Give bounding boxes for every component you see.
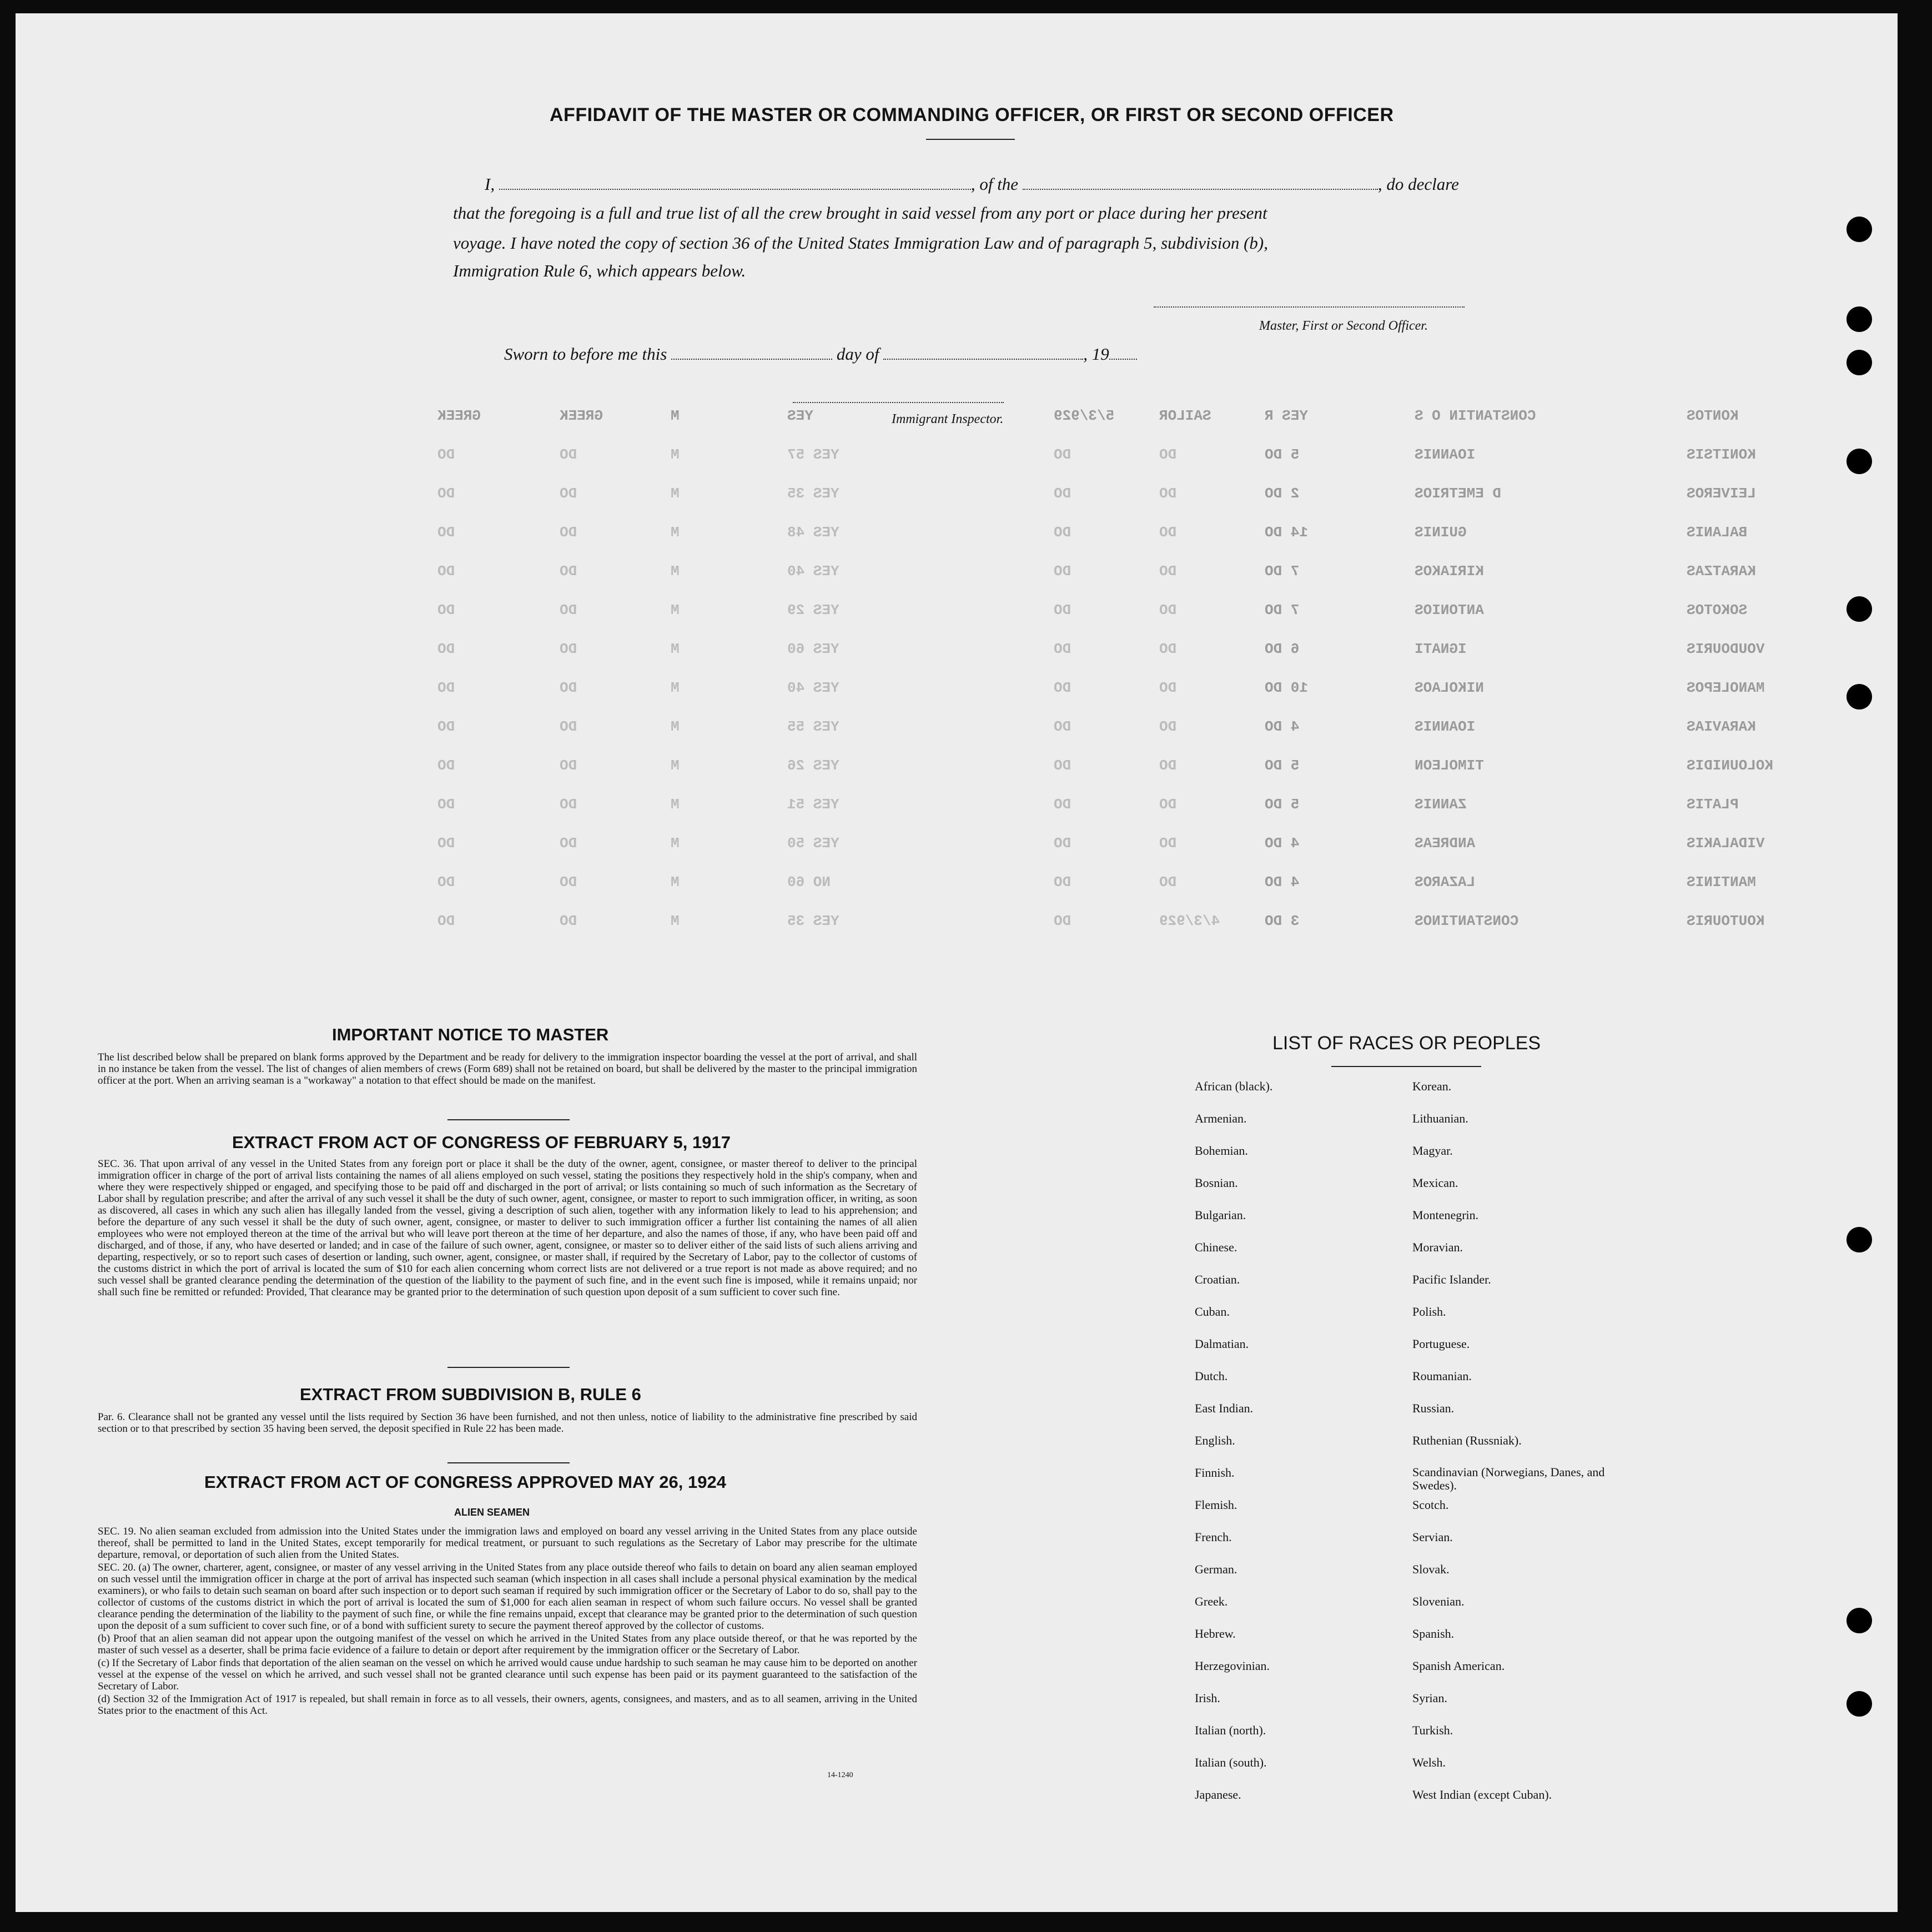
binder-hole xyxy=(1847,1608,1872,1633)
races-title: LIST OF RACES OR PEOPLES xyxy=(1272,1033,1541,1054)
bleed-through-cell: DO xyxy=(1054,563,1071,580)
race-item: West Indian (except Cuban). xyxy=(1412,1788,1552,1802)
bleed-through-cell: DO xyxy=(1159,835,1177,852)
bleed-through-cell: DO xyxy=(437,524,455,541)
bleed-through-cell: DO xyxy=(1159,757,1177,774)
race-item: German. xyxy=(1195,1562,1237,1576)
race-item: Moravian. xyxy=(1412,1240,1463,1254)
bleed-through-cell: 4 DO xyxy=(1265,835,1300,852)
affidavit-title: AFFIDAVIT OF THE MASTER OR COMMANDING OFFICER, OR FIRST OR SECOND OFFICER xyxy=(550,104,1394,125)
race-item: Dutch. xyxy=(1195,1369,1228,1383)
bleed-through-cell: KOUTOURIS xyxy=(1687,913,1765,929)
inspector-caption: Immigrant Inspector. xyxy=(892,412,1004,426)
bleed-through-cell: DO xyxy=(1159,485,1177,502)
bleed-through-cell: BALANIS xyxy=(1687,524,1748,541)
extract-rule6-title: EXTRACT FROM SUBDIVISION B, RULE 6 xyxy=(300,1385,641,1404)
race-item: Japanese. xyxy=(1195,1788,1241,1802)
race-item: Italian (south). xyxy=(1195,1755,1267,1769)
bleed-through-cell: M xyxy=(671,680,680,696)
divider-1917 xyxy=(447,1119,570,1120)
title-underline xyxy=(926,139,1015,140)
bleed-through-cell: M xyxy=(671,757,680,774)
bleed-through-cell: IOANNIS xyxy=(1415,446,1476,463)
race-item: Slovenian. xyxy=(1412,1594,1465,1608)
bleed-through-cell: NO 60 xyxy=(787,874,831,890)
bleed-through-cell: KARAVIAS xyxy=(1687,718,1756,735)
bleed-through-cell: IGNATI xyxy=(1415,641,1467,657)
sworn-year: , 19 xyxy=(1083,344,1109,364)
race-item: Servian. xyxy=(1412,1530,1453,1544)
bleed-through-cell: DO xyxy=(1159,602,1177,618)
binder-hole xyxy=(1847,1691,1872,1717)
race-item: Turkish. xyxy=(1412,1723,1453,1737)
bleed-through-cell: KOLOUNIDIS xyxy=(1687,757,1774,774)
bleed-through-cell: M xyxy=(671,602,680,618)
bleed-through-cell: ANTONIOS xyxy=(1415,602,1484,618)
bleed-through-cell: DO xyxy=(437,563,455,580)
bleed-through-cell: DO xyxy=(560,485,577,502)
bleed-through-cell: 4/3/929 xyxy=(1159,913,1220,929)
bleed-through-cell: VOUDOURIS xyxy=(1687,641,1765,657)
bleed-through-cell: DO xyxy=(437,757,455,774)
bleed-through-cell: CONSTANTINOS xyxy=(1415,913,1519,929)
bleed-through-cell: DO xyxy=(560,602,577,618)
bleed-through-cell: LAZAROS xyxy=(1415,874,1476,890)
sworn-prefix: Sworn to before me this xyxy=(504,344,667,364)
bleed-through-cell: 10 DO xyxy=(1265,680,1309,696)
race-item: Scandinavian (Norwegians, Danes, and Swedes). xyxy=(1412,1465,1605,1492)
race-item: Slovak. xyxy=(1412,1562,1450,1576)
bleed-through-cell: YES 51 xyxy=(787,796,839,813)
bleed-through-cell: ZANNIS xyxy=(1415,796,1467,813)
notice-body: The list described below shall be prepared on blank forms approved by the Department and be ready for delivery to the immigration inspector boarding the vessel at the port of arrival, and shall in no instance be taken from the vessel. The list of changes of alien members of crews (Form 689) shall not be retained on board, but shall be delivered by the master to the principal immigration officer at the port. When an arriving seaman is a "workaway" a notation to that effect should be made on the manifest. xyxy=(98,1051,917,1086)
declaration-do-declare: , do declare xyxy=(1377,174,1459,194)
bleed-through-cell: MANTINIS xyxy=(1687,874,1756,890)
bleed-through-cell: DO xyxy=(437,446,455,463)
race-item: Armenian. xyxy=(1195,1111,1247,1125)
bleed-through-cell: M xyxy=(671,524,680,541)
declaration-of-the: , of the xyxy=(970,174,1019,194)
bleed-through-cell: DO xyxy=(437,485,455,502)
bleed-through-cell: D EMETRIOS xyxy=(1415,485,1502,502)
bleed-through-cell: 5 DO xyxy=(1265,446,1300,463)
bleed-through-cell: KARATZAS xyxy=(1687,563,1756,580)
bleed-through-cell: M xyxy=(671,874,680,890)
bleed-through-cell: DO xyxy=(1159,796,1177,813)
sec-20d: (d) Section 32 of the Immigration Act of 1917 is repealed, but shall remain in force as to all vessels, their owners, agents, consignees, and masters, and as to all seamen, arriving in the United States prior to the enactment of this Act. xyxy=(98,1693,917,1717)
bleed-through-cell: DO xyxy=(437,641,455,657)
bleed-through-cell: DO xyxy=(560,835,577,852)
sworn-line xyxy=(504,341,1137,368)
race-item: Korean. xyxy=(1412,1079,1452,1093)
extract-1924-title: EXTRACT FROM ACT OF CONGRESS APPROVED MAY 26, 1924 xyxy=(204,1472,726,1492)
bleed-through-cell: M xyxy=(671,835,680,852)
race-item: Magyar. xyxy=(1412,1144,1453,1158)
race-item: Chinese. xyxy=(1195,1240,1237,1254)
race-item: Italian (north). xyxy=(1195,1723,1266,1737)
bleed-through-cell: DO xyxy=(437,913,455,929)
binder-hole xyxy=(1847,596,1872,622)
bleed-through-cell: DO xyxy=(560,796,577,813)
binder-hole xyxy=(1847,684,1872,710)
race-item: African (black). xyxy=(1195,1079,1273,1093)
extract-1924-body xyxy=(98,1526,917,1718)
race-item: Bosnian. xyxy=(1195,1176,1238,1190)
bleed-through-cell: YES 26 xyxy=(787,757,839,774)
bleed-through-cell: SOKOTOS xyxy=(1687,602,1748,618)
sworn-day-of: day of xyxy=(836,344,879,364)
extract-1917-body: SEC. 36. That upon arrival of any vessel in the United States from any foreign port or place it shall be the duty of the owner, agent, consignee, or master thereof to deliver to the principal immigration officer in charge of the port of arrival lists containing the names of all aliens employed on such vessel, stating the positions they respectively hold in the ship's company, when and where they were respectively shipped or engaged, and specifying those to be paid off and discharged in the port of arrival; or lists containing so much of such information as the Secretary of Labor shall by regulation prescribe; and after the arrival of any such vessel it shall be the duty of such owner, agent, consignee, or master to report to such immigration officer, in writing, as soon as discovered, all cases in which any such alien has illegally landed from the vessel, giving a description of such alien, together with any information likely to lead to his apprehension; and before the departure of any such vessel it shall be the duty of such owner, agent, consignee, or master to deliver to such immigration officer a further list containing the names of all alien employees who were not employed thereon at the time of the arrival but who will leave port thereon at the time of her departure, and also the names of those, if any, who have been paid off and discharged, and of those, if any, who have deserted or landed; and in case of the failure of such owner, agent, consignee, or master so to deliver either of the said lists of such aliens arriving and departing, respectively, or so to report such cases of desertion or landing, such owner, agent, consignee, or master shall, if required by the Secretary of Labor, pay to the collector of customs of the customs district in which the port of arrival is located the sum of $10 for each alien concerning whom correct lists are not delivered or a true report is not made as above required; and no such vessel shall be granted clearance pending the determination of the question of the liability to the payment of such fine, and in the event such fine is imposed, while it remains unpaid; nor shall such fine be remitted or refunded: Provided, That clearance may be granted prior to the determination of such question upon deposit of a sum sufficient to cover such fine. xyxy=(98,1158,917,1298)
sec-20a: SEC. 20. (a) The owner, charterer, agent, consignee, or master of any vessel arriving in the United States from any place outside thereof who fails to detain on board any alien seaman employed on such vessel until the immigration officer in charge at the port of arrival has inspected such seaman (which inspection in all cases shall include a personal physical examination by the medical examiners), or who fails to detain such seaman on board after such inspection or to deport such seaman if required by such immigration officer or the Secretary of Labor to do so, shall pay to the collector of customs of the customs district in which the port of arrival is located the sum of $1,000 for each alien seaman in respect of whom such failure occurs. No vessel shall be granted clearance pending the determination of the liability to the payment of such fine, or while the fine remains unpaid, except that clearance may be granted prior to the determination of such question upon the deposit of a sum sufficient to cover such fine, or of a bond with sufficient surety to secure the payment thereof approved by the collector of customs. xyxy=(98,1562,917,1632)
bleed-through-cell: DO xyxy=(437,680,455,696)
bleed-through-cell: YES 48 xyxy=(787,524,839,541)
race-item: Syrian. xyxy=(1412,1691,1447,1705)
bleed-through-cell: DO xyxy=(1159,680,1177,696)
bleed-through-cell: 5/3/929 xyxy=(1054,407,1115,424)
sec-20c: (c) If the Secretary of Labor finds that deportation of the alien seaman on the vessel on which he arrived would cause undue hardship to such seaman he may cause him to be deported on another vessel at the expense of the vessel on which he arrived, and such vessel shall not be granted clearance until such expense has been paid or its payment guaranteed to the satisfaction of the Secretary of Labor. xyxy=(98,1657,917,1692)
bleed-through-cell: DO xyxy=(560,757,577,774)
bleed-through-cell: DO xyxy=(1159,874,1177,890)
extract-1917-title: EXTRACT FROM ACT OF CONGRESS OF FEBRUARY 5, 1917 xyxy=(232,1133,731,1152)
bleed-through-cell: DO xyxy=(1159,563,1177,580)
bleed-through-cell: DO xyxy=(1054,641,1071,657)
bleed-through-cell: DO xyxy=(1054,524,1071,541)
bleed-through-cell: YES 29 xyxy=(787,602,839,618)
bleed-through-cell: MANOLEPOS xyxy=(1687,680,1765,696)
bleed-through-cell: YES R xyxy=(1265,407,1309,424)
race-item: Polish. xyxy=(1412,1305,1446,1319)
race-item: Lithuanian. xyxy=(1412,1111,1468,1125)
bleed-through-cell: DO xyxy=(1159,524,1177,541)
race-item: Bulgarian. xyxy=(1195,1208,1246,1222)
bleed-through-cell: DO xyxy=(1159,446,1177,463)
race-item: Flemish. xyxy=(1195,1498,1237,1512)
bleed-through-cell: DO xyxy=(1054,602,1071,618)
bleed-through-cell: M xyxy=(671,485,680,502)
bleed-through-cell: DO xyxy=(1054,718,1071,735)
extract-rule6-body: Par. 6. Clearance shall not be granted any vessel until the lists required by Section 36 have been furnished, and not then unless, notice of liability to the administrative fine prescribed by said section or to that prescribed by section 35 having been served, the deposit specified in Rule 22 has been made. xyxy=(98,1411,917,1435)
bleed-through-cell: KONITSIS xyxy=(1687,446,1756,463)
bleed-through-cell: DO xyxy=(560,718,577,735)
bleed-through-cell: YES 57 xyxy=(787,446,839,463)
race-item: Cuban. xyxy=(1195,1305,1230,1319)
bleed-through-cell: DO xyxy=(560,641,577,657)
bleed-through-cell: DO xyxy=(1054,835,1071,852)
bleed-through-cell: NIKOLAOS xyxy=(1415,680,1484,696)
binder-hole xyxy=(1847,217,1872,242)
race-item: Finnish. xyxy=(1195,1466,1235,1480)
notice-title: IMPORTANT NOTICE TO MASTER xyxy=(332,1025,609,1044)
race-item: French. xyxy=(1195,1530,1232,1544)
bleed-through-cell: YES 50 xyxy=(787,835,839,852)
bleed-through-cell: YES 55 xyxy=(787,718,839,735)
race-item: Greek. xyxy=(1195,1594,1228,1608)
bleed-through-cell: TIMOLEON xyxy=(1415,757,1484,774)
bleed-through-cell: YES xyxy=(787,407,813,424)
vessel-blank xyxy=(1023,175,1378,190)
sworn-year-blank xyxy=(1109,345,1137,360)
bleed-through-cell: DO xyxy=(1054,485,1071,502)
bleed-through-cell: 7 DO xyxy=(1265,602,1300,618)
bleed-through-cell: ANDREAS xyxy=(1415,835,1476,852)
race-item: Scotch. xyxy=(1412,1498,1449,1512)
race-item: Portuguese. xyxy=(1412,1337,1470,1351)
bleed-through-cell: M xyxy=(671,563,680,580)
race-item: Ruthenian (Russniak). xyxy=(1412,1433,1522,1447)
declaration-i: I, xyxy=(485,174,495,194)
manifest-page xyxy=(16,13,1898,1912)
bleed-through-cell: GUINIS xyxy=(1415,524,1467,541)
race-item: East Indian. xyxy=(1195,1401,1254,1415)
race-item: Bohemian. xyxy=(1195,1144,1248,1158)
race-item: Irish. xyxy=(1195,1691,1220,1705)
bleed-through-cell: DO xyxy=(1054,446,1071,463)
bleed-through-cell: DO xyxy=(560,913,577,929)
master-signature-line xyxy=(1154,306,1465,308)
race-item: Dalmatian. xyxy=(1195,1337,1249,1351)
bleed-through-cell: YES 40 xyxy=(787,563,839,580)
bleed-through-cell: DO xyxy=(1054,874,1071,890)
bleed-through-cell: DO xyxy=(437,796,455,813)
race-item: Russian. xyxy=(1412,1401,1455,1415)
bleed-through-cell: 7 DO xyxy=(1265,563,1300,580)
bleed-through-cell: DO xyxy=(1159,718,1177,735)
bleed-through-cell: KONTOS xyxy=(1687,407,1739,424)
bleed-through-cell: M xyxy=(671,407,680,424)
bleed-through-cell: CONSTANTIN O S xyxy=(1415,407,1536,424)
race-item: Croatian. xyxy=(1195,1272,1240,1286)
bleed-through-cell: 3 DO xyxy=(1265,913,1300,929)
inspector-signature-line xyxy=(793,402,1004,403)
bleed-through-cell: M xyxy=(671,641,680,657)
bleed-through-cell: IOANNIS xyxy=(1415,718,1476,735)
sworn-month-blank xyxy=(883,345,1083,360)
bleed-through-cell: SAILOR xyxy=(1159,407,1211,424)
bleed-through-cell: M xyxy=(671,446,680,463)
bleed-through-cell: PLATIS xyxy=(1687,796,1739,813)
race-item: Mexican. xyxy=(1412,1176,1458,1190)
bleed-through-cell: DO xyxy=(560,524,577,541)
bleed-through-cell: VIDALAKIS xyxy=(1687,835,1765,852)
race-item: Welsh. xyxy=(1412,1755,1446,1769)
bleed-through-cell: LEIVEROS xyxy=(1687,485,1756,502)
bleed-through-cell: DO xyxy=(1054,680,1071,696)
alien-seamen-subtitle: ALIEN SEAMEN xyxy=(454,1507,530,1518)
race-item: Hebrew. xyxy=(1195,1627,1236,1641)
name-blank xyxy=(499,175,971,190)
bleed-through-cell: M xyxy=(671,913,680,929)
sec-20b: (b) Proof that an alien seaman did not appear upon the outgoing manifest of the vessel on which he arrived in the United States from any place outside thereof, or that he was reported by the master of such vessel as a deserter, shall be prima facie evidence of a failure to detain or deport after requirement by the immigration officer or the Secretary of Labor. xyxy=(98,1633,917,1656)
sworn-day-blank xyxy=(671,345,832,360)
binder-hole xyxy=(1847,449,1872,474)
form-number: 14-1240 xyxy=(827,1771,853,1779)
bleed-through-cell: 2 DO xyxy=(1265,485,1300,502)
master-caption: Master, First or Second Officer. xyxy=(1259,319,1428,333)
bleed-through-cell: YES 60 xyxy=(787,641,839,657)
bleed-through-cell: DO xyxy=(1054,757,1071,774)
race-item: English. xyxy=(1195,1433,1235,1447)
bleed-through-cell: M xyxy=(671,718,680,735)
race-item: Montenegrin. xyxy=(1412,1208,1479,1222)
bleed-through-cell: 4 DO xyxy=(1265,718,1300,735)
bleed-through-cell: YES 35 xyxy=(787,913,839,929)
race-item: Spanish. xyxy=(1412,1627,1455,1641)
bleed-through-cell: 6 DO xyxy=(1265,641,1300,657)
bleed-through-cell: DO xyxy=(437,835,455,852)
bleed-through-cell: DO xyxy=(437,602,455,618)
divider-1924 xyxy=(447,1462,570,1463)
declaration-line-1 xyxy=(485,171,1459,198)
bleed-through-cell: DO xyxy=(1054,913,1071,929)
bleed-through-cell: 5 DO xyxy=(1265,796,1300,813)
bleed-through-cell: DO xyxy=(437,874,455,890)
bleed-through-cell: DO xyxy=(560,563,577,580)
bleed-through-cell: DO xyxy=(560,446,577,463)
bleed-through-cell: 5 DO xyxy=(1265,757,1300,774)
bleed-through-cell: 14 DO xyxy=(1265,524,1309,541)
bleed-through-cell: DO xyxy=(437,718,455,735)
binder-hole xyxy=(1847,1227,1872,1252)
race-item: Spanish American. xyxy=(1412,1659,1505,1673)
bleed-through-cell: DO xyxy=(560,680,577,696)
declaration-line-2: that the foregoing is a full and true list of all the crew brought in said vessel from any port or place during her present xyxy=(453,203,1267,223)
binder-hole xyxy=(1847,350,1872,375)
sec-19: SEC. 19. No alien seaman excluded from admission into the United States under the immigration laws and employed on board any vessel arriving in the United States from any place outside thereof, shall be permitted to land in the United States, except temporarily for medical treatment, or pursuant to such regulations as the Secretary of Labor may prescribe for the ultimate departure, removal, or deportation of such alien from the United States. xyxy=(98,1526,917,1561)
bleed-through-cell: YES 40 xyxy=(787,680,839,696)
bleed-through-cell: KIRIAKOS xyxy=(1415,563,1484,580)
divider-rule6 xyxy=(447,1367,570,1368)
race-item: Herzegovinian. xyxy=(1195,1659,1270,1673)
bleed-through-cell: YES 35 xyxy=(787,485,839,502)
declaration-line-4: Immigration Rule 6, which appears below. xyxy=(453,261,746,280)
race-item: Roumanian. xyxy=(1412,1369,1472,1383)
bleed-through-cell: GREEK xyxy=(437,407,481,424)
races-underline xyxy=(1331,1066,1481,1067)
bleed-through-cell: M xyxy=(671,796,680,813)
race-item: Pacific Islander. xyxy=(1412,1272,1491,1286)
binder-hole xyxy=(1847,306,1872,332)
bleed-through-cell: GREEK xyxy=(560,407,603,424)
bleed-through-cell: DO xyxy=(1054,796,1071,813)
declaration-line-3: voyage. I have noted the copy of section 36 of the United States Immigration Law and of paragraph 5, subdivision (b), xyxy=(453,233,1268,253)
bleed-through-cell: DO xyxy=(560,874,577,890)
bleed-through-cell: DO xyxy=(1159,641,1177,657)
bleed-through-cell: 4 DO xyxy=(1265,874,1300,890)
